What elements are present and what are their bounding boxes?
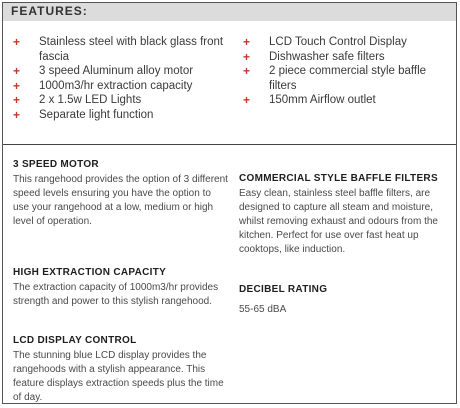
section-title: DECIBEL RATING: [239, 284, 328, 295]
features-header: [3, 3, 456, 21]
section-text: This rangehood provides the option of 3 different speed levels ensuring you have the option to use your rangehood at a low, medium or high level of operation.: [13, 174, 228, 227]
plus-icon: +: [13, 93, 21, 107]
feature-item: + 1000m3/hr extraction capacity: [13, 78, 193, 93]
section-extraction: [13, 267, 228, 309]
section-lcd: [13, 335, 228, 405]
plus-icon: +: [13, 107, 21, 122]
section-text: Easy clean, stainless steel baffle filters, are designed to capture all steam and moisture, whilst removing exhaust and odours from the kitchen. Perfect for use over fast heat up cooktops, like induction.: [239, 188, 438, 255]
plus-icon: +: [243, 64, 251, 78]
feature-item: + 3 speed Aluminum alloy motor: [13, 64, 194, 78]
plus-icon: +: [243, 93, 251, 107]
plus-icon: +: [13, 35, 21, 49]
plus-icon: +: [13, 64, 21, 78]
section-baffle: [239, 173, 451, 257]
feature-item: + 150mm Airflow outlet: [243, 93, 376, 107]
section-divider: [3, 144, 456, 145]
feature-item: + 2 x 1.5w LED Lights: [13, 93, 142, 107]
section-motor: [13, 159, 228, 229]
feature-item: + Dishwasher safe filters: [243, 49, 385, 64]
plus-icon: +: [243, 49, 251, 64]
section-text: 55-65 dBA: [239, 304, 287, 315]
feature-item: + Stainless steel with black glass front fascia: [13, 35, 224, 63]
section-title: 3 SPEED MOTOR: [13, 159, 99, 170]
section-decibel: [239, 284, 451, 317]
section-text: The extraction capacity of 1000m3/hr provides strength and power to this stylish rangehood.: [13, 282, 219, 307]
plus-icon: +: [13, 78, 21, 93]
feature-item: + 2 piece commercial style baffle filters: [243, 64, 427, 92]
feature-item: + LCD Touch Control Display: [243, 35, 407, 49]
features-list-left: [13, 35, 233, 122]
section-title: LCD DISPLAY CONTROL: [13, 335, 137, 346]
features-title: FEATURES:: [11, 4, 88, 18]
feature-item: + Separate light function: [13, 107, 154, 122]
plus-icon: +: [243, 35, 251, 49]
features-list-right: [243, 35, 455, 108]
section-title: HIGH EXTRACTION CAPACITY: [13, 267, 167, 278]
feature-sheet: [2, 2, 457, 404]
section-title: COMMERCIAL STYLE BAFFLE FILTERS: [239, 173, 438, 184]
section-text: The stunning blue LCD display provides the rangehoods with a stylish appearance. This feature displays extraction speeds plus the time of day.: [13, 350, 224, 403]
